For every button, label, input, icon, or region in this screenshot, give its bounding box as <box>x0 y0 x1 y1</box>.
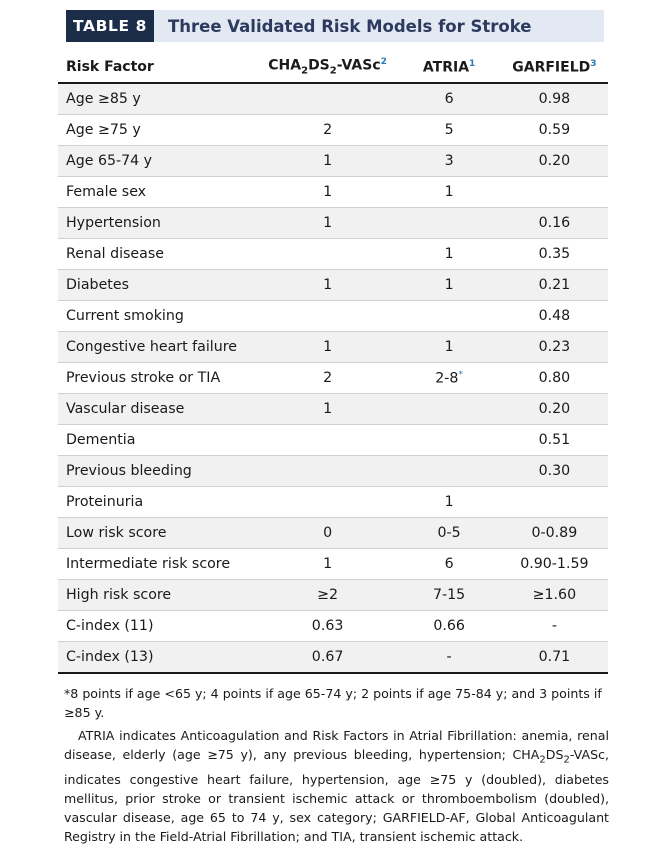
cell-cha2ds2-vasc: 2 <box>258 363 398 394</box>
header-risk-factor: Risk Factor <box>58 52 258 83</box>
cell-atria: 1 <box>397 239 500 270</box>
cell-garfield <box>501 177 608 208</box>
cell-risk-factor: Renal disease <box>58 239 258 270</box>
cell-cha2ds2-vasc <box>258 239 398 270</box>
cell-garfield: 0.21 <box>501 270 608 301</box>
cell-garfield: 0.71 <box>501 642 608 674</box>
cell-atria: 1 <box>397 332 500 363</box>
cell-atria: 0-5 <box>397 518 500 549</box>
cell-garfield: ≥1.60 <box>501 580 608 611</box>
cell-cha2ds2-vasc <box>258 83 398 115</box>
table-row <box>58 332 608 363</box>
cell-atria: 6 <box>397 83 500 115</box>
table-row <box>58 425 608 456</box>
cell-risk-factor: Previous stroke or TIA <box>58 363 258 394</box>
cell-atria <box>397 456 500 487</box>
table-row <box>58 518 608 549</box>
cell-risk-factor: Intermediate risk score <box>58 549 258 580</box>
cell-garfield: 0-0.89 <box>501 518 608 549</box>
cell-garfield: - <box>501 611 608 642</box>
cell-risk-factor: Hypertension <box>58 208 258 239</box>
cell-risk-factor: Dementia <box>58 425 258 456</box>
table-row <box>58 363 608 394</box>
cell-garfield: 0.98 <box>501 83 608 115</box>
cell-cha2ds2-vasc: 1 <box>258 549 398 580</box>
table-row <box>58 270 608 301</box>
cell-garfield <box>501 487 608 518</box>
table-footnotes <box>64 684 609 846</box>
cell-garfield: 0.23 <box>501 332 608 363</box>
cell-atria: 1 <box>397 487 500 518</box>
cell-cha2ds2-vasc: 1 <box>258 146 398 177</box>
cell-garfield: 0.35 <box>501 239 608 270</box>
cell-garfield: 0.51 <box>501 425 608 456</box>
table-row <box>58 208 608 239</box>
table-header-row <box>58 52 608 83</box>
cell-atria: 1 <box>397 177 500 208</box>
cell-risk-factor: Age 65-74 y <box>58 146 258 177</box>
cell-cha2ds2-vasc: 1 <box>258 332 398 363</box>
cell-risk-factor: Congestive heart failure <box>58 332 258 363</box>
cell-cha2ds2-vasc: 0.63 <box>258 611 398 642</box>
table-row <box>58 146 608 177</box>
cell-risk-factor: C-index (11) <box>58 611 258 642</box>
cell-risk-factor: Age ≥75 y <box>58 115 258 146</box>
reference-marker[interactable]: 1 <box>469 58 476 69</box>
table-body <box>58 83 608 673</box>
cell-atria <box>397 425 500 456</box>
cell-cha2ds2-vasc <box>258 301 398 332</box>
cell-cha2ds2-vasc: ≥2 <box>258 580 398 611</box>
reference-marker[interactable]: 3 <box>590 58 597 69</box>
cell-atria: 3 <box>397 146 500 177</box>
table-row <box>58 301 608 332</box>
table-row <box>58 239 608 270</box>
table-row <box>58 394 608 425</box>
cell-cha2ds2-vasc: 1 <box>258 270 398 301</box>
cell-cha2ds2-vasc: 0 <box>258 518 398 549</box>
cell-garfield: 0.20 <box>501 394 608 425</box>
table-row <box>58 642 608 674</box>
cell-atria: 6 <box>397 549 500 580</box>
table-row <box>58 456 608 487</box>
cell-cha2ds2-vasc: 2 <box>258 115 398 146</box>
cell-garfield: 0.90-1.59 <box>501 549 608 580</box>
cell-atria <box>397 394 500 425</box>
cell-risk-factor: Vascular disease <box>58 394 258 425</box>
cell-cha2ds2-vasc: 1 <box>258 177 398 208</box>
reference-marker[interactable]: 2 <box>380 57 387 68</box>
cell-garfield: 0.80 <box>501 363 608 394</box>
footnote-abbreviations: ATRIA indicates Anticoagulation and Risk Factors in Atrial Fibrillation: anemia, renal disease, elderly (age ≥75 y), any previous bleeding, hypertension; $CHA_2DS_2$-VASc, indicates congestive heart failure, hypertension, age ≥75 y (doubled), diabetes mellitus, prior stroke or transient ischemic attack or thromboembolism (doubled), vascular disease, age 65 to 74 y, sex category; GARFIELD-AF, Global Anticoagulant Registry in the Field-Atrial Fibrillation; and TIA, transient ischemic attack. <box>64 728 609 844</box>
cell-atria <box>397 208 500 239</box>
header-garfield: GARFIELD$^3$ <box>501 52 608 83</box>
table-row <box>58 549 608 580</box>
cell-risk-factor: Current smoking <box>58 301 258 332</box>
header-atria: ATRIA$^1$ <box>397 52 500 83</box>
cell-cha2ds2-vasc: 1 <box>258 394 398 425</box>
header-cha2ds2-vasc: $CHA_2DS_2-VASc^2$ <box>258 52 398 83</box>
cell-garfield: 0.30 <box>501 456 608 487</box>
table-row <box>58 487 608 518</box>
cell-risk-factor: High risk score <box>58 580 258 611</box>
risk-model-table <box>58 52 608 674</box>
table-title-bar <box>66 10 604 42</box>
cell-risk-factor: Previous bleeding <box>58 456 258 487</box>
cell-atria: 2-8* <box>397 363 500 394</box>
cell-risk-factor: Low risk score <box>58 518 258 549</box>
cell-garfield: 0.16 <box>501 208 608 239</box>
cell-risk-factor: Proteinuria <box>58 487 258 518</box>
cell-atria: 7-15 <box>397 580 500 611</box>
cell-atria: - <box>397 642 500 674</box>
table-row <box>58 83 608 115</box>
table-row <box>58 580 608 611</box>
cell-cha2ds2-vasc: 1 <box>258 208 398 239</box>
cell-cha2ds2-vasc <box>258 456 398 487</box>
table-label: TABLE 8 <box>66 10 154 42</box>
table-title: Three Validated Risk Models for Stroke <box>168 16 532 36</box>
cell-garfield: 0.48 <box>501 301 608 332</box>
cell-atria: 5 <box>397 115 500 146</box>
cell-risk-factor: Diabetes <box>58 270 258 301</box>
footnote-star: *8 points if age <65 y; 4 points if age 65-74 y; 2 points if age 75-84 y; and 3 points if ≥85 y. <box>64 686 602 720</box>
cell-atria: 1 <box>397 270 500 301</box>
cell-garfield: 0.59 <box>501 115 608 146</box>
cell-cha2ds2-vasc: 0.67 <box>258 642 398 674</box>
cell-risk-factor: Female sex <box>58 177 258 208</box>
cell-atria <box>397 301 500 332</box>
cell-cha2ds2-vasc <box>258 425 398 456</box>
cell-atria: 0.66 <box>397 611 500 642</box>
footnote-marker[interactable]: * <box>458 369 463 380</box>
table-row <box>58 611 608 642</box>
cell-risk-factor: C-index (13) <box>58 642 258 674</box>
cell-risk-factor: Age ≥85 y <box>58 83 258 115</box>
cell-cha2ds2-vasc <box>258 487 398 518</box>
table-row <box>58 115 608 146</box>
cell-garfield: 0.20 <box>501 146 608 177</box>
table-row <box>58 177 608 208</box>
